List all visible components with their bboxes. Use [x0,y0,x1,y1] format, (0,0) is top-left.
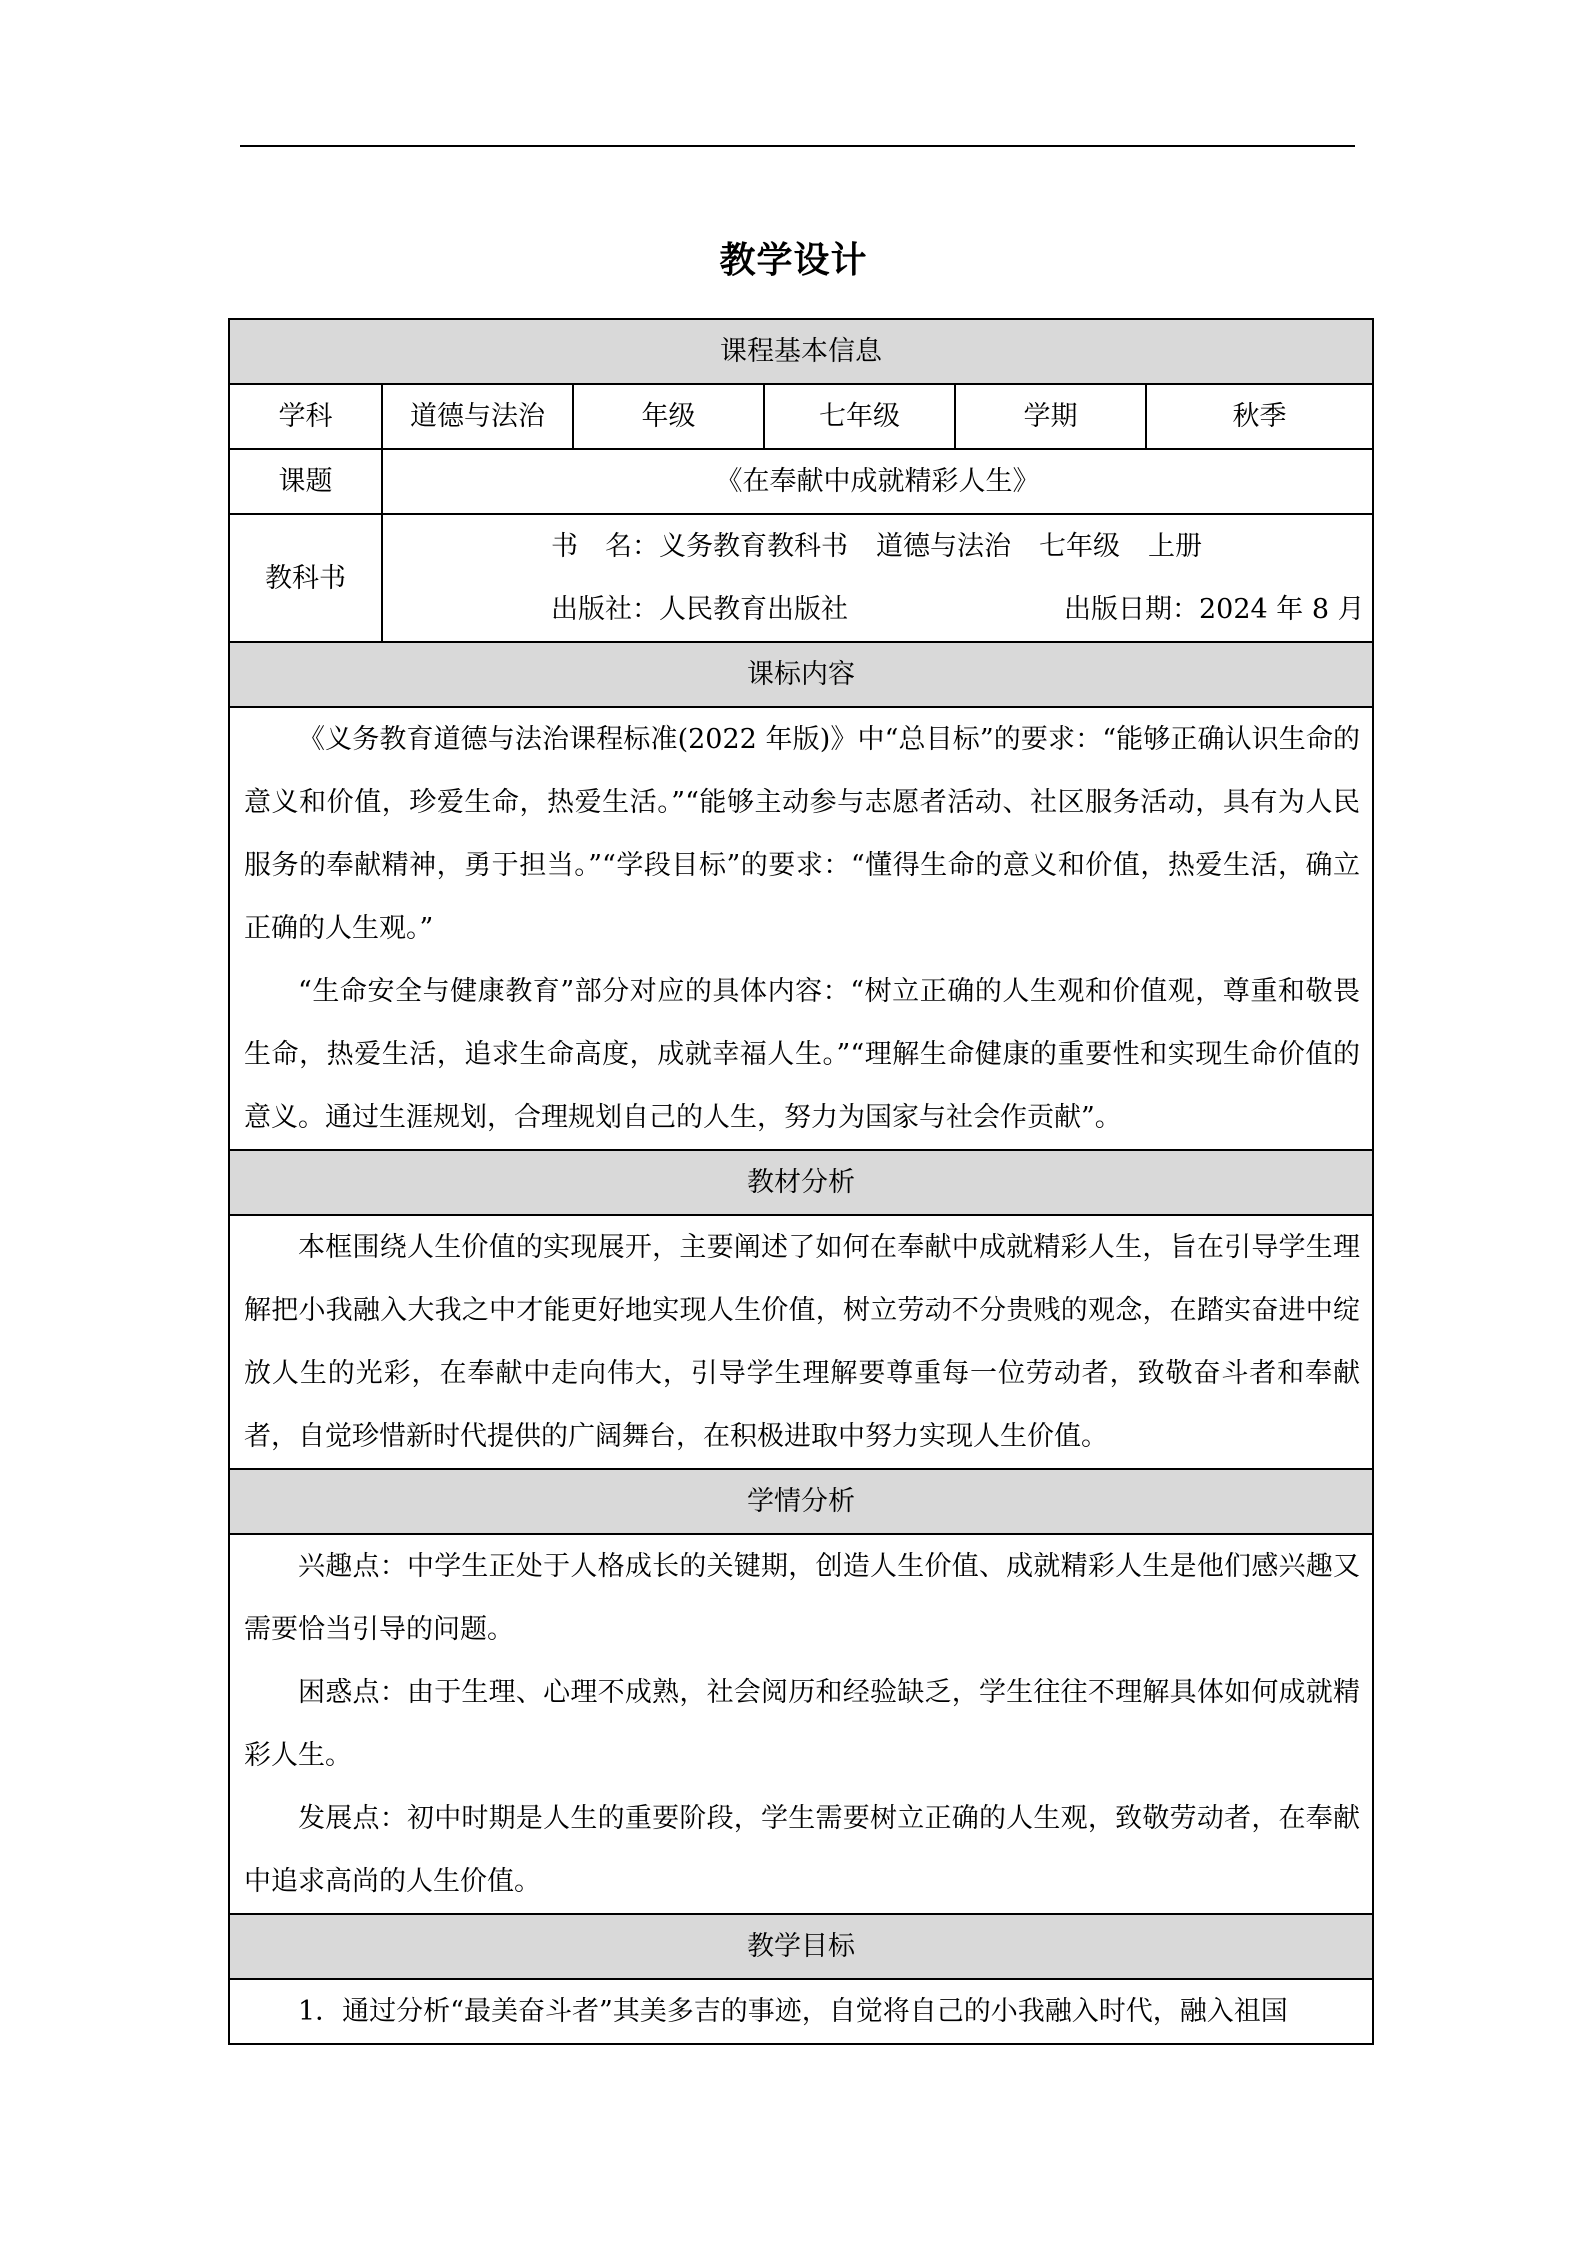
section-title: 课标内容 [229,642,1373,707]
paragraph: “生命安全与健康教育”部分对应的具体内容：“树立正确的人生观和价值观，尊重和敬畏生命，热爱生活，追求生命高度，成就幸福人生。”“理解生命健康的重要性和实现生命价值的意义。通过生涯规划，合理规划自己的人生，努力为国家与社会作贡献”。 [244,976,1361,1133]
section-title: 教学目标 [229,1914,1373,1979]
paragraph: 困惑点：由于生理、心理不成熟，社会阅历和经验缺乏，学生往往不理解具体如何成就精彩人生。 [244,1677,1361,1771]
section-title: 学情分析 [229,1469,1373,1534]
document-title: 教学设计 [719,240,868,281]
subject-value: 道德与法治 [382,384,573,449]
textbook-label: 教科书 [229,514,382,642]
goals-content-row [229,1979,1373,2044]
publisher-label: 出版社： [551,594,659,625]
book-subject: 道德与法治 [876,531,1011,562]
term-value: 秋季 [1146,384,1373,449]
pubdate-label: 出版日期： [1064,594,1199,625]
subject-row [229,384,1373,449]
book-volume: 上册 [1148,531,1202,562]
goals-content [229,1979,1373,2044]
topic-label: 课题 [229,449,382,514]
textbook-info [382,514,1373,642]
publisher-value: 人民教育出版社 [659,594,848,625]
paragraph: 发展点：初中时期是人生的重要阶段，学生需要树立正确的人生观，致敬劳动者，在奉献中追求高尚的人生价值。 [244,1803,1361,1897]
book-name-line [551,515,1372,578]
section-header-material [229,1150,1373,1215]
lesson-design-table [228,318,1374,2045]
section-title: 教材分析 [229,1150,1373,1215]
section-header-goals [229,1914,1373,1979]
book-name-value: 义务教育教科书 [659,531,848,562]
subject-label: 学科 [229,384,382,449]
section-title: 课程基本信息 [229,319,1373,384]
students-content [229,1534,1373,1914]
textbook-row [229,514,1373,642]
header-rule [240,145,1355,147]
students-content-row [229,1534,1373,1914]
section-header-basic [229,319,1373,384]
grade-label: 年级 [573,384,764,449]
paragraph: 兴趣点：中学生正处于人格成长的关键期，创造人生价值、成就精彩人生是他们感兴趣又需要恰当引导的问题。 [244,1551,1361,1645]
pubdate-value: 2024 年 8 月 [1199,594,1365,625]
grade-value: 七年级 [764,384,955,449]
material-content [229,1215,1373,1469]
topic-value: 《在奉献中成就精彩人生》 [382,449,1373,514]
goal-item: 1．通过分析“最美奋斗者”其美多吉的事迹，自觉将自己的小我融入时代，融入祖国 [298,1996,1288,2027]
section-header-students [229,1469,1373,1534]
section-header-standards [229,642,1373,707]
book-name-label: 书 名： [551,531,659,562]
paragraph: 《义务教育道德与法治课程标准(2022 年版)》中“总目标”的要求：“能够正确认识生命的意义和价值，珍爱生命，热爱生活。”“能够主动参与志愿者活动、社区服务活动，具有为人民服务的奉献精神，勇于担当。”“学段目标”的要求：“懂得生命的意义和价值，热爱生活，确立正确的人生观。” [244,724,1361,944]
standards-content [229,707,1373,1150]
topic-row [229,449,1373,514]
book-grade: 七年级 [1039,531,1120,562]
paragraph: 本框围绕人生价值的实现展开，主要阐述了如何在奉献中成就精彩人生，旨在引导学生理解把小我融入大我之中才能更好地实现人生价值，树立劳动不分贵贱的观念，在踏实奋进中绽放人生的光彩，在奉献中走向伟大，引导学生理解要尊重每一位劳动者，致敬奋斗者和奉献者，自觉珍惜新时代提供的广阔舞台，在积极进取中努力实现人生价值。 [244,1232,1361,1452]
publisher-line [551,578,1372,641]
term-label: 学期 [955,384,1146,449]
material-content-row [229,1215,1373,1469]
standards-content-row [229,707,1373,1150]
